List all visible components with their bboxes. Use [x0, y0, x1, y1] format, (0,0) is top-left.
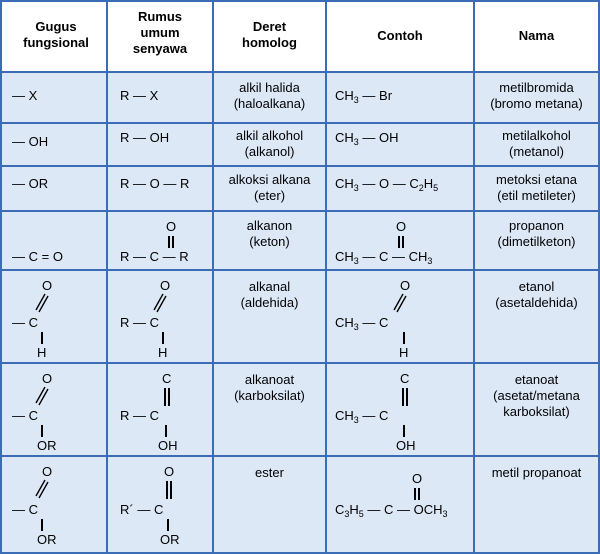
- double-bond: [166, 481, 168, 499]
- double-bond: [32, 387, 48, 405]
- rumus-cell: R — C: [120, 315, 159, 330]
- grid-line: [106, 2, 108, 552]
- deret-cell: ester: [255, 465, 284, 480]
- double-bond: [150, 294, 166, 312]
- nama-cell: metilalkohol (metanol): [502, 128, 571, 159]
- header-contoh: Contoh: [377, 28, 423, 43]
- grid-line: [2, 362, 598, 364]
- rumus-bottom: OH: [158, 438, 178, 453]
- header-deret: Deret homolog: [242, 19, 297, 50]
- grid-line: [2, 122, 598, 124]
- rumus-cell: R — X: [120, 88, 159, 103]
- rumus-top: O: [164, 464, 175, 479]
- deret-cell: alkanoat (karboksilat): [234, 372, 305, 403]
- double-bond: [170, 481, 172, 499]
- gugus-top: O: [42, 278, 53, 293]
- contoh-cell: $CH_3$ — OH: [335, 130, 399, 147]
- single-bond: [41, 519, 43, 531]
- single-bond: [41, 425, 43, 437]
- rumus-cell: R´ — C: [120, 502, 164, 517]
- double-bond: [402, 388, 404, 406]
- gugus-cell: — X: [12, 88, 38, 103]
- double-bond: [406, 388, 408, 406]
- rumus-bottom: OR: [160, 532, 180, 547]
- contoh-top: O: [400, 278, 411, 293]
- double-bond: [402, 236, 404, 248]
- gugus-cell: — C: [12, 315, 38, 330]
- rumus-cell: R — C — R: [120, 249, 189, 264]
- gugus-bottom: OR: [37, 532, 57, 547]
- rumus-cell: R — O — R: [120, 176, 190, 191]
- deret-cell: alkil alkohol (alkanol): [235, 128, 304, 159]
- gugus-bottom: H: [37, 345, 47, 360]
- grid-line: [2, 210, 598, 212]
- rumus-cell: R — OH: [120, 130, 170, 145]
- deret-cell: alkil halida (haloalkana): [233, 80, 306, 111]
- header-rumus: Rumus umum senyawa: [132, 9, 188, 56]
- grid-line: [2, 71, 598, 73]
- contoh-cell: $CH_3$ — C: [335, 408, 389, 425]
- nama-cell: metilbromida (bromo metana): [490, 80, 583, 111]
- grid-line: [325, 2, 327, 552]
- single-bond: [41, 332, 43, 344]
- double-bond: [32, 480, 48, 498]
- contoh-top: C: [400, 371, 410, 386]
- contoh-top: O: [396, 219, 407, 234]
- double-bond: [414, 488, 416, 500]
- contoh-bottom: OH: [396, 438, 416, 453]
- nama-cell: metoksi etana (etil metileter): [496, 172, 577, 203]
- rumus-top: C: [162, 371, 172, 386]
- double-bond: [32, 294, 48, 312]
- single-bond: [403, 332, 405, 344]
- grid-line: [2, 455, 598, 457]
- deret-cell: alkanon (keton): [246, 218, 293, 249]
- rumus-cell: R — C: [120, 408, 159, 423]
- contoh-cell: $CH_3$ — O — $C_2H_5$: [335, 176, 439, 193]
- rumus-top: O: [166, 219, 177, 234]
- nama-cell: metil propanoat: [491, 465, 582, 480]
- double-bond: [164, 388, 166, 406]
- double-bond: [418, 488, 420, 500]
- gugus-cell: — C: [12, 502, 38, 517]
- contoh-cell: $CH_3$ — C — $CH_3$: [335, 249, 433, 266]
- contoh-cell: $C_3H_5$ — C — $OCH_3$: [335, 502, 448, 519]
- double-bond: [390, 294, 406, 312]
- contoh-top: O: [412, 471, 423, 486]
- gugus-top: O: [42, 464, 53, 479]
- double-bond: [168, 236, 170, 248]
- rumus-bottom: H: [158, 345, 168, 360]
- gugus-cell: — OH: [12, 134, 49, 149]
- deret-cell: alkanal (aldehida): [240, 279, 299, 310]
- double-bond: [168, 388, 170, 406]
- grid-line: [2, 165, 598, 167]
- nama-cell: etanol (asetaldehida): [495, 279, 578, 310]
- nama-cell: etanoat (asetat/metana karboksilat): [493, 372, 580, 419]
- nama-cell: propanon (dimetilketon): [497, 218, 576, 249]
- header-gugus: Gugus fungsional: [23, 19, 89, 50]
- deret-cell: alkoksi alkana (eter): [228, 172, 311, 203]
- gugus-bottom: OR: [37, 438, 57, 453]
- gugus-top: O: [42, 371, 53, 386]
- single-bond: [165, 425, 167, 437]
- single-bond: [403, 425, 405, 437]
- gugus-cell: — C = O: [12, 249, 63, 264]
- double-bond: [398, 236, 400, 248]
- contoh-bottom: H: [399, 345, 409, 360]
- single-bond: [167, 519, 169, 531]
- header-nama: Nama: [518, 28, 555, 43]
- gugus-cell: — C: [12, 408, 38, 423]
- single-bond: [162, 332, 164, 344]
- double-bond: [172, 236, 174, 248]
- contoh-cell: $CH_3$ — C: [335, 315, 389, 332]
- contoh-cell: $CH_3$ — Br: [335, 88, 393, 105]
- grid-line: [2, 269, 598, 271]
- rumus-top: O: [160, 278, 171, 293]
- gugus-cell: — OR: [12, 176, 49, 191]
